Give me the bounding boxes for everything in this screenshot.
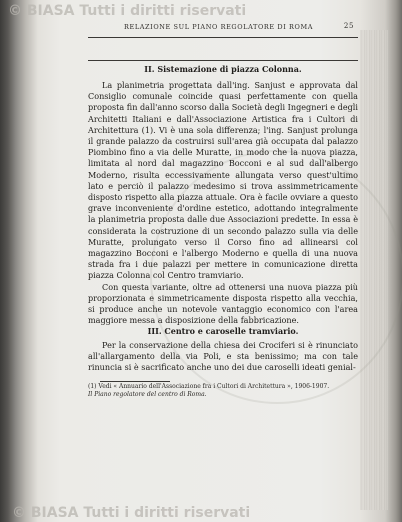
section-heading: III. Centro e caroselle tramviario.: [147, 326, 299, 336]
footnote-rule: [100, 381, 170, 382]
footnote-line: (1) Vedi « Annuario dell'Associazione fra i Cultori di Architettura », 1906-1907.: [88, 383, 330, 390]
section-heading: II. Sistemazione di piazza Colonna.: [144, 64, 302, 74]
paragraph: Per la conservazione della chiesa dei Crociferi si è rinunciato all'allargamento della via Poli, e sta benissimo; ma con tale rinuncia si è sacrificato anche uno dei due caroselli ideati genial-: [88, 340, 358, 373]
page-number: 25: [343, 22, 354, 30]
paragraph: La planimetria progettata dall'ing. Sanjust e approvata dal Consiglio comunale coincide quasi perfettamente con quella proposta fin dall'anno scorso dalla Società degli Ingegneri e degli Architetti Italiani e dall'Associazione Artistica fra i Cultori di Architettura (1). Vi è una sola differenza; l'ing. Sanjust prolunga il grande palazzo da costruirsi sull'area già occupata dal palazzo Piombino fino a via delle Muratte, in modo che la nuova piazza, limitata al nord dal magazzino Bocconi e al sud dall'albergo Moderno, risulta eccessivamente allungata verso quest'ultimo lato e perciò il palazzo medesimo si trova assimmetricamente disposto rispetto alla piazza attuale. Ora è facile ovviare a questo grave inconveniente d'ordine estetico, adottando integralmente la planimetria proposta dalle due Associazioni predette. In essa è considerata la costruzione di un secondo palazzo sulla via delle Muratte, prolungato verso il Corso fino ad allinearsi col magazzino Bocconi e l'albergo Moderno e quella di una nuova strada fra i due palazzi per mettere in comunicazione diretta piazza Colonna col Centro tramviario.: [88, 80, 358, 281]
section-rule: [88, 60, 358, 61]
running-title: RELAZIONE SUL PIANO REGOLATORE DI ROMA: [124, 23, 313, 31]
footnote-line: Il Piano regolatore del centro di Roma.: [88, 391, 207, 398]
header-rule: [88, 37, 358, 38]
section-body: [88, 340, 358, 374]
section-body: [88, 80, 358, 326]
watermark-top: © BIASA Tutti i diritti riservati: [8, 3, 247, 19]
paragraph: Con questa variante, oltre ad ottenersi una nuova piazza più proporzionata e simmetricamente disposta rispetto alla vecchia, si produce anche un notevole vantaggio economico con l'area maggiore messa a disposizione della fabbricazione.: [88, 281, 358, 326]
footnote: [88, 383, 358, 399]
watermark-bottom: © BIASA Tutti i diritti riservati: [12, 505, 251, 521]
running-header: [88, 20, 358, 34]
